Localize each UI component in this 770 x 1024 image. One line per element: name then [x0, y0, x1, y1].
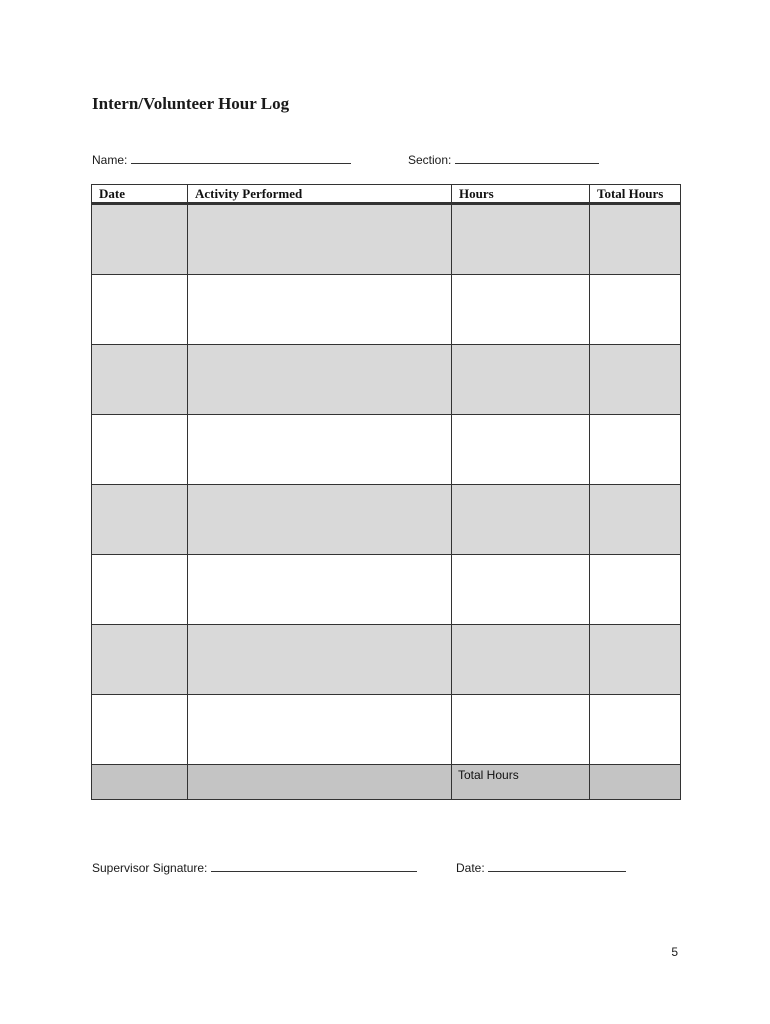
page-number: 5 [671, 945, 678, 959]
footer-date-cell [92, 765, 188, 800]
activity-cell[interactable] [188, 275, 452, 345]
activity-cell[interactable] [188, 555, 452, 625]
activity-cell[interactable] [188, 415, 452, 485]
total-hours-cell[interactable] [590, 204, 681, 275]
total-hours-cell[interactable] [590, 345, 681, 415]
date-cell[interactable] [92, 555, 188, 625]
total-hours-label: Total Hours [458, 768, 519, 782]
date-cell[interactable] [92, 275, 188, 345]
hours-cell[interactable] [452, 485, 590, 555]
signature-date-label: Date: [456, 861, 485, 875]
header-total-hours: Total Hours [590, 185, 681, 204]
total-hours-cell[interactable] [590, 625, 681, 695]
total-hours-cell[interactable] [590, 555, 681, 625]
section-label: Section: [408, 153, 452, 167]
table-row [92, 485, 681, 555]
header-date: Date [92, 185, 188, 204]
footer-total-label-cell [452, 765, 590, 800]
name-label: Name: [92, 153, 128, 167]
table-row [92, 275, 681, 345]
activity-cell[interactable] [188, 625, 452, 695]
hours-cell[interactable] [452, 204, 590, 275]
date-cell[interactable] [92, 695, 188, 765]
date-cell[interactable] [92, 204, 188, 275]
table-header-row [92, 185, 681, 204]
footer-activity-cell [188, 765, 452, 800]
date-cell[interactable] [92, 345, 188, 415]
hours-cell[interactable] [452, 625, 590, 695]
supervisor-signature-label: Supervisor Signature: [92, 861, 208, 875]
hour-log-table [91, 184, 681, 800]
hours-cell[interactable] [452, 345, 590, 415]
signature-date-blank-line[interactable] [488, 860, 626, 872]
activity-cell[interactable] [188, 485, 452, 555]
hours-cell[interactable] [452, 555, 590, 625]
header-activity-performed: Activity Performed [188, 185, 452, 204]
total-hours-cell[interactable] [590, 415, 681, 485]
total-hours-cell[interactable] [590, 275, 681, 345]
table-row [92, 555, 681, 625]
name-blank-line[interactable] [131, 152, 351, 164]
table-row [92, 204, 681, 275]
supervisor-signature-field[interactable] [92, 860, 417, 875]
hours-cell[interactable] [452, 275, 590, 345]
date-cell[interactable] [92, 485, 188, 555]
table-row [92, 345, 681, 415]
section-field[interactable] [408, 152, 599, 167]
footer-total-value-cell[interactable] [590, 765, 681, 800]
supervisor-signature-blank-line[interactable] [211, 860, 417, 872]
table-row [92, 415, 681, 485]
name-field[interactable] [92, 152, 351, 167]
section-blank-line[interactable] [455, 152, 599, 164]
total-hours-cell[interactable] [590, 695, 681, 765]
hours-cell[interactable] [452, 695, 590, 765]
total-hours-cell[interactable] [590, 485, 681, 555]
table-row [92, 695, 681, 765]
table-row [92, 625, 681, 695]
activity-cell[interactable] [188, 695, 452, 765]
activity-cell[interactable] [188, 345, 452, 415]
signature-date-field[interactable] [456, 860, 626, 875]
document-title: Intern/Volunteer Hour Log [92, 94, 290, 113]
header-hours: Hours [452, 185, 590, 204]
date-cell[interactable] [92, 415, 188, 485]
date-cell[interactable] [92, 625, 188, 695]
table-footer-row [92, 765, 681, 800]
hours-cell[interactable] [452, 415, 590, 485]
activity-cell[interactable] [188, 204, 452, 275]
